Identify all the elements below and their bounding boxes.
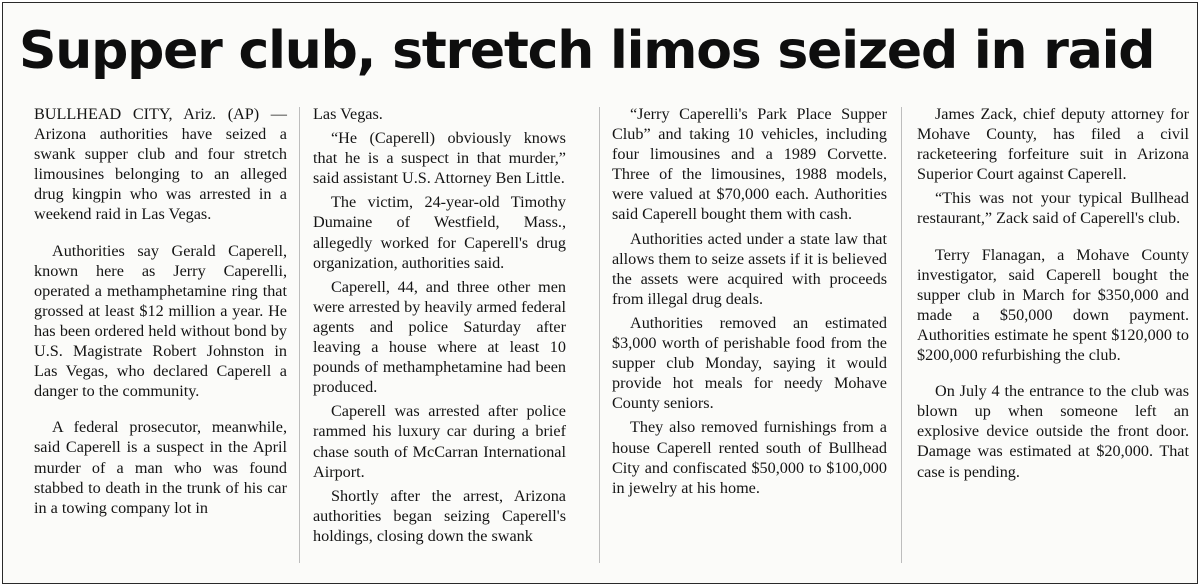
article-paragraph: Authorities removed an estimated $3,000 worth of perishable food from the supper club Monday, saying it would provide hot meals for needy Mohave County seniors. (612, 313, 887, 413)
article-paragraph: Authorities acted under a state law that allows them to seize assets if it is believed the assets were acquired with proceeds from illegal drug deals. (612, 229, 887, 308)
column-rule (901, 107, 902, 563)
article-paragraph: Las Vegas. (313, 105, 383, 123)
newspaper-clipping (2, 2, 1198, 584)
article-paragraph: Shortly after the arrest, Arizona authorities began seizing Caperell's holdings, closing down the swank (313, 486, 566, 545)
article-paragraph: Caperell was arrested after police rammed his luxury car during a brief chase south of McCarran International Airport. (313, 402, 566, 481)
article-paragraph: They also removed furnishings from a house Caperell rented south of Bullhead City and confiscated $50,000 to $100,000 in jewelry at his home. (612, 418, 887, 497)
article-paragraph: The victim, 24-year-old Timothy Dumaine of Westfield, Mass., allegedly worked for Caperell's drug organization, authorities said. (313, 193, 566, 272)
headline: Supper club, stretch limos seized in raid (19, 21, 1155, 81)
dateline: BULLHEAD CITY, Ariz. (AP) — (34, 105, 287, 123)
article-paragraph: BULLHEAD CITY, Ariz. (AP) — Arizona authorities have seized a swank supper club and four stretch limousines belonging to an alleged drug kingpin who was arrested in a weekend raid in Las Vegas. (34, 105, 287, 224)
article-column-2 (313, 104, 566, 550)
article-paragraph: Terry Flanagan, a Mohave County investigator, said Caperell bought the supper club in March for $350,000 and made a $50,000 down payment. Authorities estimate he spent $120,000 to $200,000 refurbishing the club. (917, 245, 1189, 365)
article-paragraph: Caperell, 44, and three other men were arrested by heavily armed federal agents and police Saturday after leaving a house where at least 10 pounds of methamphetamine had been produced. (313, 277, 566, 397)
column-rule (299, 107, 300, 563)
article-column-4 (917, 104, 1189, 486)
article-paragraph: James Zack, chief deputy attorney for Mohave County, has filed a civil racketeering forfeiture suit in Arizona Superior Court against Caperell. (917, 105, 1189, 184)
article-paragraph: “He (Caperell) obviously knows that he is a suspect in that murder,” said assistant U.S. Attorney Ben Little. (313, 129, 566, 188)
article-column-3 (612, 104, 887, 502)
article-paragraph: “Jerry Caperelli's Park Place Supper Club” and taking 10 vehicles, including four limousines and a 1989 Corvette. Three of the limousines, 1988 models, were valued at $70,000 each. Authorities said Caperell bought them with cash. (612, 105, 887, 224)
article-paragraph: On July 4 the entrance to the club was blown up when someone left an explosive device outside the front door. Damage was estimated at $20,000. That case is pending. (917, 382, 1189, 481)
article-paragraph: Authorities say Gerald Caperell, known here as Jerry Caperelli, operated a methamphetamine ring that grossed at least $12 million a year. He has been ordered held without bond by U.S. Magistrate Robert Johnston in Las Vegas, who declared Caperell a danger to the community. (34, 241, 287, 401)
article-paragraph: “This was not your typical Bullhead restaurant,” Zack said of Caperell's club. (917, 189, 1189, 228)
article-column-1 (34, 104, 287, 522)
article-paragraph: A federal prosecutor, meanwhile, said Caperell is a suspect in the April murder of a man who was found stabbed to death in the trunk of his car in a towing company lot in (34, 418, 287, 517)
column-rule (599, 107, 600, 563)
